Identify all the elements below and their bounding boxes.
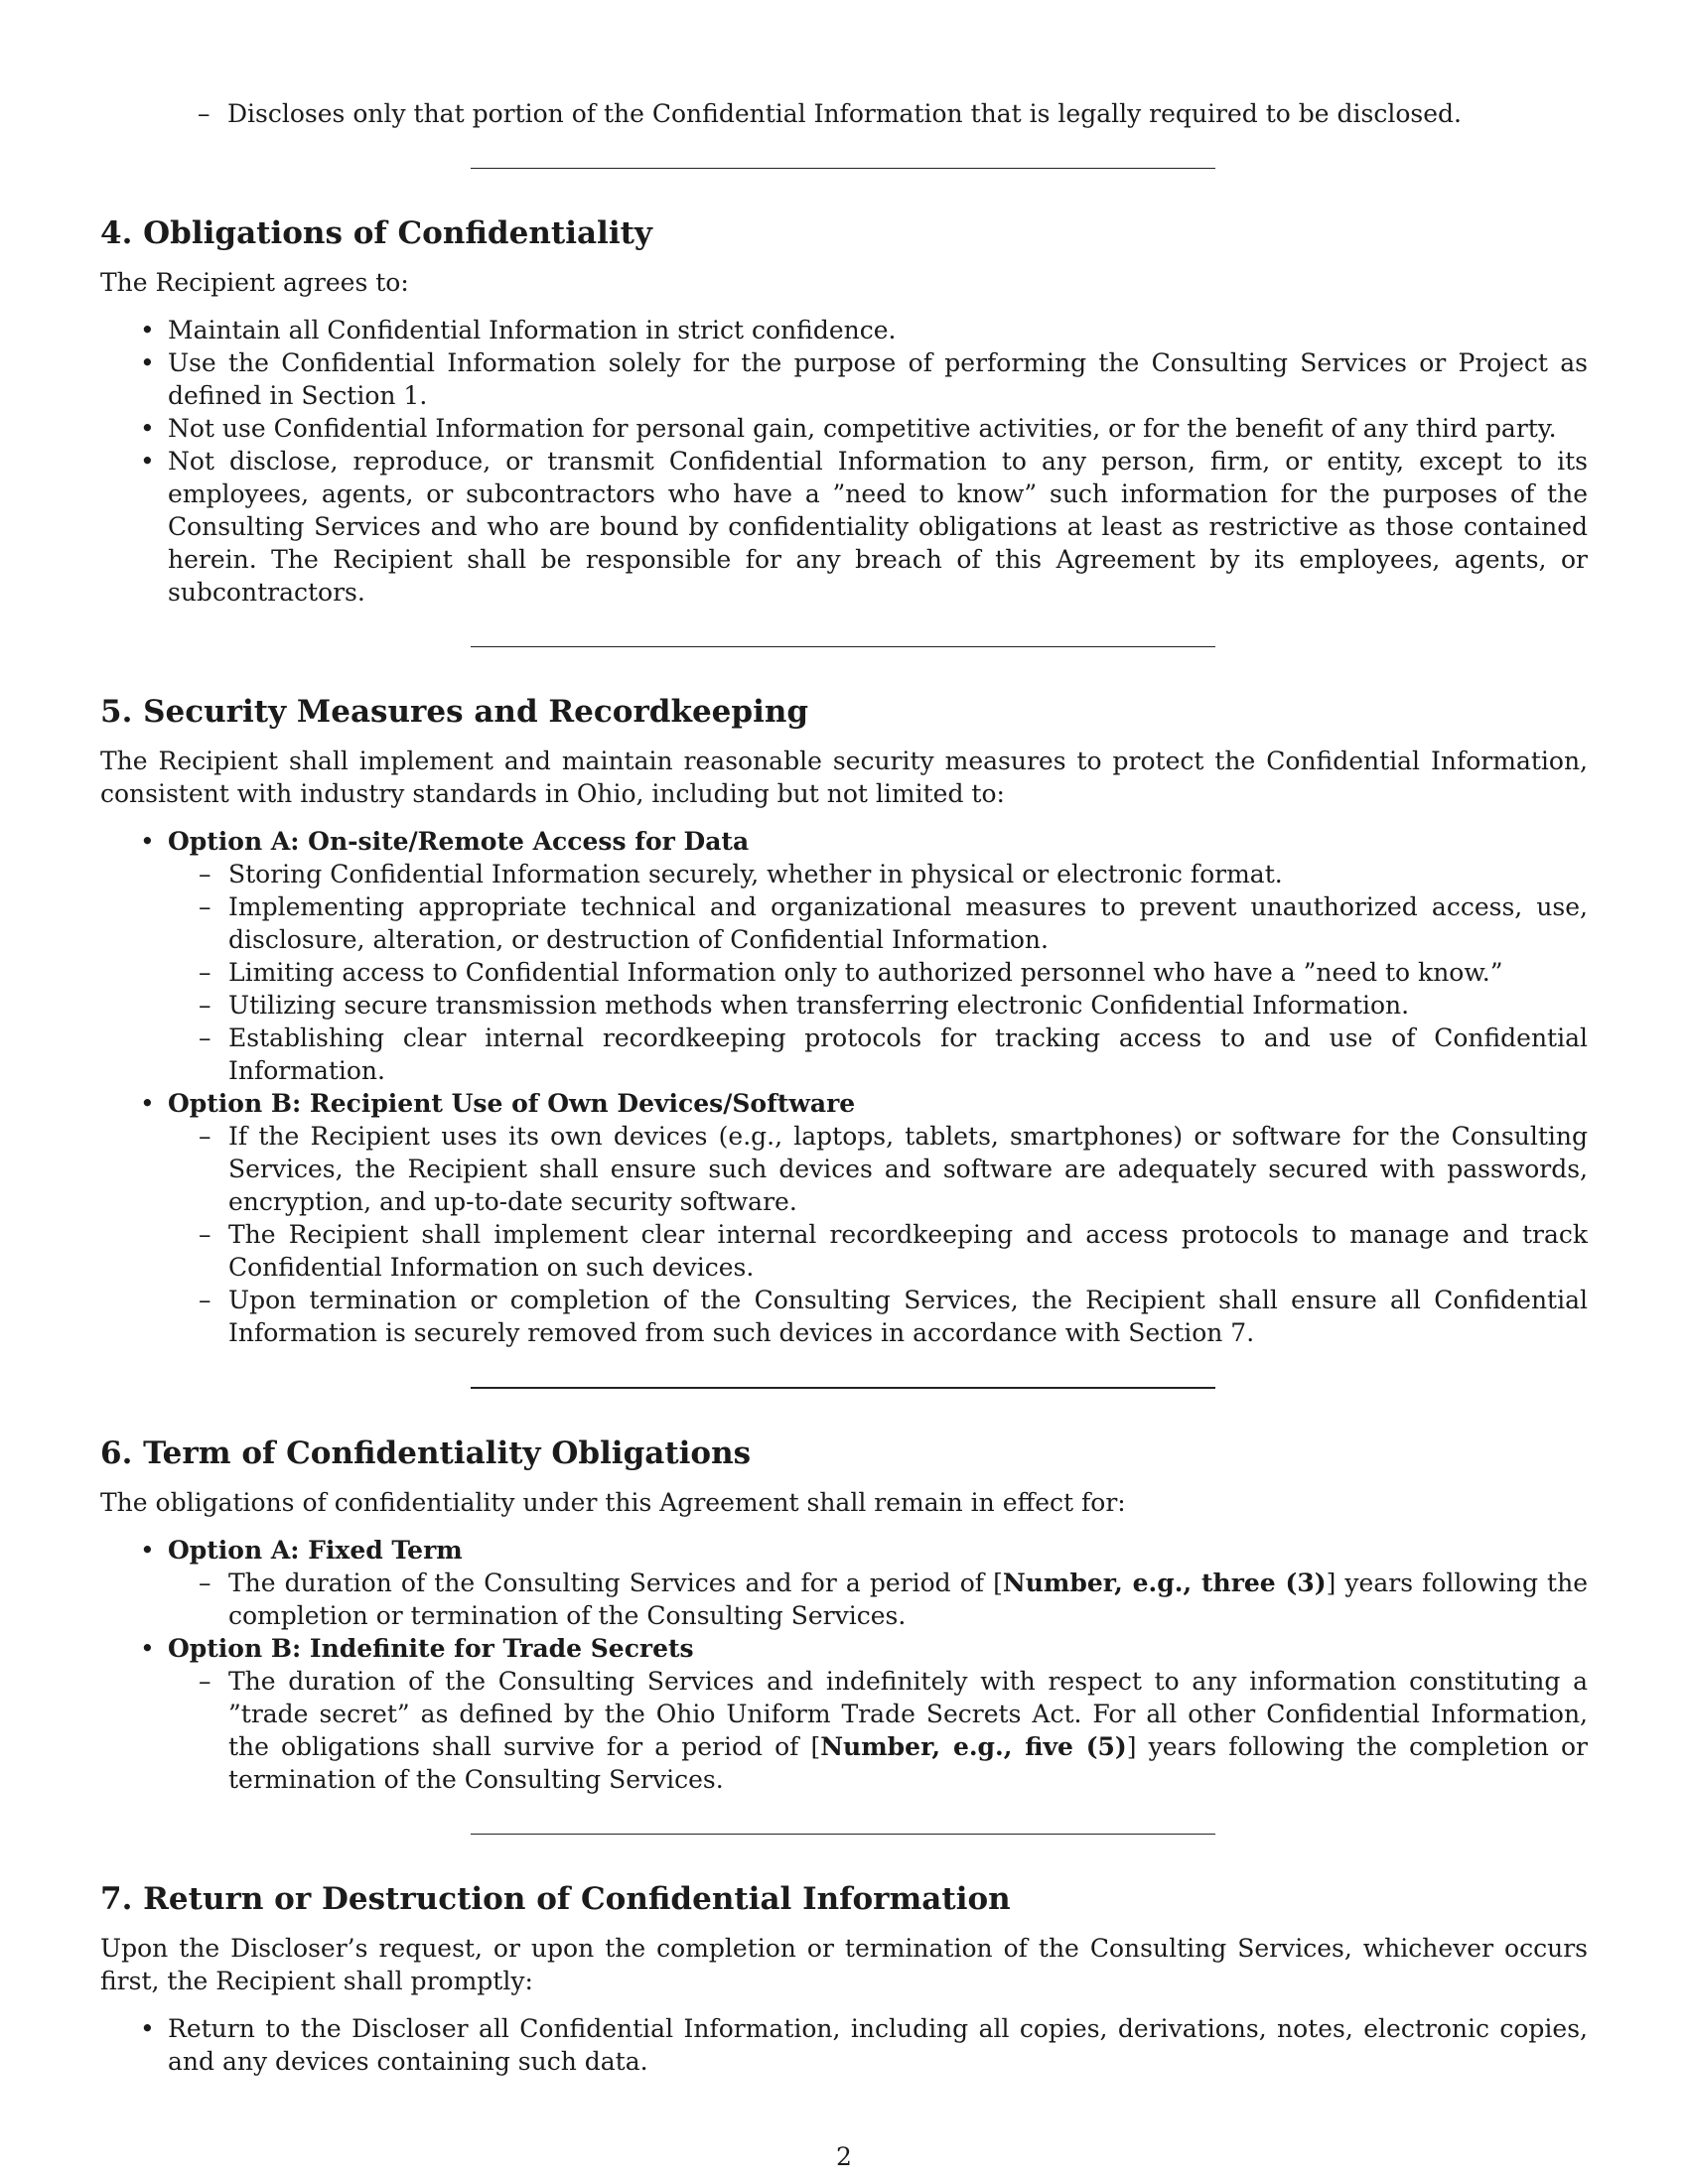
list-item: – Establishing clear internal recordkeeping protocols for tracking access to and use of Confidential Information.	[228, 1022, 1588, 1087]
list-item: – Upon termination or completion of the Consulting Services, the Recipient shall ensure all Confidential Information is securely removed from such devices in accordance with Section 7.	[228, 1284, 1588, 1349]
list-item: – Implementing appropriate technical and organizational measures to prevent unauthorized access, use, disclosure, alteration, or destruction of Confidential Information.	[228, 890, 1588, 956]
list-item: • Maintain all Confidential Information in strict confidence.	[168, 314, 1588, 346]
option-b-list	[168, 1120, 1588, 1349]
list-item: • Use the Confidential Information solely for the purpose of performing the Consulting Services or Project as defined in Section 1.	[168, 346, 1588, 412]
list-item: – If the Recipient uses its own devices (e.g., laptops, tablets, smartphones) or software for the Consulting Services, the Recipient shall ensure such devices and software are adequately secured with passwords, encryption, and up-to-date security software.	[228, 1120, 1588, 1218]
section-4-intro: The Recipient agrees to:	[100, 268, 409, 297]
list-item: – Storing Confidential Information securely, whether in physical or electronic format.	[228, 858, 1588, 890]
document-page	[100, 97, 1588, 2078]
section-4-heading: 4. Obligations of Confidentiality	[100, 215, 652, 251]
list-item: – Limiting access to Confidential Information only to authorized personnel who have a ”need to know.”	[228, 956, 1588, 989]
section-7-list	[100, 2012, 1588, 2078]
option-b	[168, 1087, 1588, 1349]
option-a-label: Option A: On-site/Remote Access for Data	[168, 827, 750, 856]
list-item: • Not use Confidential Information for personal gain, competitive activities, or for the benefit of any third party.	[168, 412, 1588, 445]
list-item: – The Recipient shall implement clear internal recordkeeping and access protocols to manage and track Confidential Information on such devices.	[228, 1218, 1588, 1284]
section-5-intro: The Recipient shall implement and maintain reasonable security measures to protect the Confidential Information, consistent with industry standards in Ohio, including but not limited to:	[100, 747, 1588, 808]
section-divider	[471, 1387, 1215, 1389]
option-b-list	[168, 1665, 1588, 1796]
carryover-list	[227, 97, 1588, 130]
page-number: 2	[836, 2142, 852, 2171]
section-6-options	[100, 1534, 1588, 1796]
term-text: The duration of the Consulting Services and indefinitely with respect to any information constituting a ”trade secret” as defined by the Ohio Uniform Trade Secrets Act. For all other Confidential Information, the obligations shall survive for a period of [	[228, 1667, 1588, 1761]
list-item	[228, 1567, 1588, 1632]
list-item	[228, 1665, 1588, 1796]
term-text: The duration of the Consulting Services and for a period of [	[228, 1569, 1003, 1597]
option-a	[168, 1534, 1588, 1632]
term-placeholder: Number, e.g., five (5)	[820, 1732, 1127, 1761]
section-4-list	[100, 314, 1588, 609]
option-a-list	[168, 1567, 1588, 1632]
list-item: • Return to the Discloser all Confidential Information, including all copies, derivations, notes, electronic copies, and any devices containing such data.	[168, 2012, 1588, 2078]
term-placeholder: Number, e.g., three (3)	[1002, 1569, 1327, 1597]
section-7-heading: 7. Return or Destruction of Confidential Information	[100, 1881, 1011, 1917]
term-text: ] years following the completion or termination of the Consulting Services.	[228, 1732, 1588, 1794]
list-item: • Not disclose, reproduce, or transmit Confidential Information to any person, firm, or entity, except to its employees, agents, or subcontractors who have a ”need to know” such information for the purposes of the Consulting Services and who are bound by confidentiality obligations at least as restrictive as those contained herein. The Recipient shall be responsible for any breach of this Agreement by its employees, agents, or subcontractors.	[168, 445, 1588, 609]
section-5-heading: 5. Security Measures and Recordkeeping	[100, 694, 809, 730]
section-6-heading: 6. Term of Confidentiality Obligations	[100, 1435, 752, 1471]
option-b	[168, 1632, 1588, 1796]
section-divider	[471, 646, 1215, 647]
option-a-list	[168, 858, 1588, 1087]
section-divider	[471, 1834, 1215, 1835]
section-5-options	[100, 825, 1588, 1349]
option-b-label: Option B: Recipient Use of Own Devices/Software	[168, 1089, 856, 1118]
section-7-intro: Upon the Discloser’s request, or upon the completion or termination of the Consulting Services, whichever occurs first, the Recipient shall promptly:	[100, 1934, 1588, 1995]
list-item: – Discloses only that portion of the Confidential Information that is legally required to be disclosed.	[227, 97, 1588, 130]
option-a-label: Option A: Fixed Term	[168, 1536, 463, 1565]
term-text: ] years following the completion or termination of the Consulting Services.	[228, 1569, 1588, 1630]
option-b-label: Option B: Indefinite for Trade Secrets	[168, 1634, 694, 1663]
option-a	[168, 825, 1588, 1087]
section-6-intro: The obligations of confidentiality under this Agreement shall remain in effect for:	[100, 1488, 1126, 1517]
section-divider	[471, 168, 1215, 169]
list-item: – Utilizing secure transmission methods when transferring electronic Confidential Information.	[228, 989, 1588, 1022]
